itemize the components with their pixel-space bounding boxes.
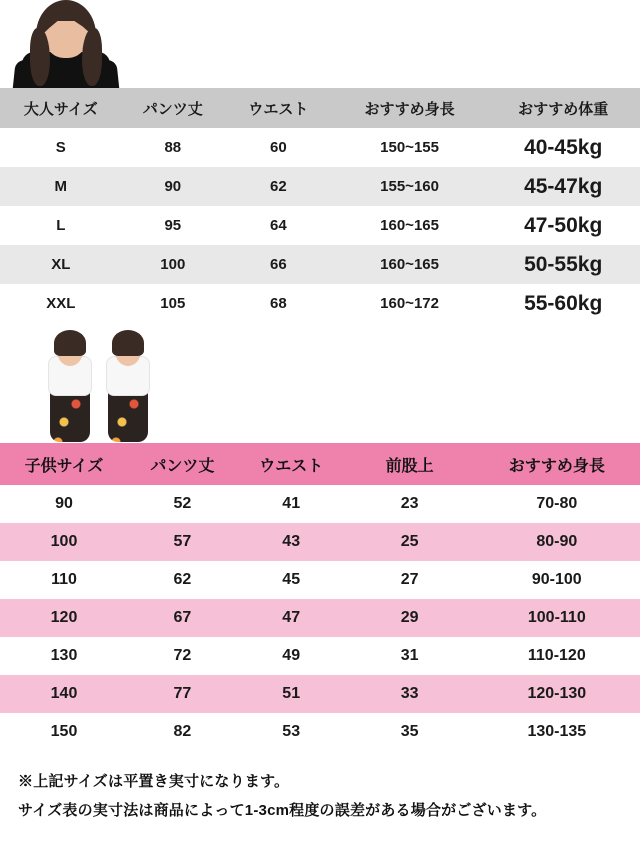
kids-cell-front-rise: 27 (346, 561, 474, 599)
adult-header-weight: おすすめ体重 (486, 88, 640, 128)
kids-cell-size: 110 (0, 561, 128, 599)
kids-cell-front-rise: 31 (346, 637, 474, 675)
adult-cell-pants-length: 88 (122, 128, 224, 167)
table-row (0, 167, 640, 206)
table-row (0, 637, 640, 675)
adult-cell-waist: 62 (224, 167, 333, 206)
kids-model-photo (0, 330, 640, 445)
kids-cell-waist: 41 (237, 485, 346, 523)
adult-cell-pants-length: 90 (122, 167, 224, 206)
kids-header-height: おすすめ身長 (474, 443, 640, 485)
kids-cell-pants-length: 52 (128, 485, 237, 523)
adult-cell-height: 160~172 (333, 284, 487, 323)
adult-size-table-wrapper (0, 88, 640, 323)
table-row (0, 245, 640, 284)
table-row (0, 713, 640, 751)
kids-cell-waist: 51 (237, 675, 346, 713)
adult-cell-height: 160~165 (333, 245, 487, 284)
adult-cell-weight: 55-60kg (486, 284, 640, 323)
kids-cell-pants-length: 77 (128, 675, 237, 713)
kids-cell-size: 90 (0, 485, 128, 523)
kids-cell-height: 130-135 (474, 713, 640, 751)
adult-cell-waist: 68 (224, 284, 333, 323)
kids-cell-size: 130 (0, 637, 128, 675)
kids-cell-waist: 53 (237, 713, 346, 751)
adult-header-pants-length: パンツ丈 (122, 88, 224, 128)
kids-cell-size: 100 (0, 523, 128, 561)
table-row (0, 206, 640, 245)
adult-cell-height: 155~160 (333, 167, 487, 206)
kids-header-front-rise: 前股上 (346, 443, 474, 485)
kids-cell-pants-length: 57 (128, 523, 237, 561)
adult-hair-right-strand (82, 28, 102, 86)
kids-cell-size: 120 (0, 599, 128, 637)
kids-cell-height: 70-80 (474, 485, 640, 523)
kids-size-table (0, 443, 640, 751)
kids-cell-waist: 43 (237, 523, 346, 561)
adult-cell-weight: 50-55kg (486, 245, 640, 284)
kids-cell-front-rise: 25 (346, 523, 474, 561)
adult-size-table (0, 88, 640, 323)
table-row (0, 561, 640, 599)
table-row (0, 128, 640, 167)
kids-cell-pants-length: 67 (128, 599, 237, 637)
adult-header-height: おすすめ身長 (333, 88, 487, 128)
adult-cell-pants-length: 100 (122, 245, 224, 284)
adult-cell-weight: 40-45kg (486, 128, 640, 167)
size-notes (18, 770, 628, 828)
adult-header-size: 大人サイズ (0, 88, 122, 128)
kids-cell-pants-length: 82 (128, 713, 237, 751)
kids-cell-height: 90-100 (474, 561, 640, 599)
adult-cell-height: 150~155 (333, 128, 487, 167)
adult-cell-waist: 66 (224, 245, 333, 284)
kids-header-waist: ウエスト (237, 443, 346, 485)
adult-cell-weight: 45-47kg (486, 167, 640, 206)
adult-cell-waist: 64 (224, 206, 333, 245)
kid-boy-hair (112, 330, 144, 356)
kid-girl-hair (54, 330, 86, 356)
kids-cell-waist: 45 (237, 561, 346, 599)
kids-cell-size: 150 (0, 713, 128, 751)
adult-header-waist: ウエスト (224, 88, 333, 128)
kids-cell-height: 100-110 (474, 599, 640, 637)
table-header-row (0, 88, 640, 128)
kids-size-table-wrapper (0, 443, 640, 751)
table-row (0, 599, 640, 637)
kids-cell-height: 110-120 (474, 637, 640, 675)
size-note-line-1: ※上記サイズは平置き実寸になります。 (18, 773, 290, 790)
kids-cell-height: 80-90 (474, 523, 640, 561)
adult-cell-size: XL (0, 245, 122, 284)
adult-cell-pants-length: 105 (122, 284, 224, 323)
kids-cell-front-rise: 23 (346, 485, 474, 523)
table-row (0, 284, 640, 323)
size-note-line-2: サイズ表の実寸法は商品によって1-3cm程度の誤差がある場合がございます。 (18, 802, 547, 819)
kids-header-pants-length: パンツ丈 (128, 443, 237, 485)
kids-cell-front-rise: 33 (346, 675, 474, 713)
adult-cell-size: S (0, 128, 122, 167)
adult-cell-pants-length: 95 (122, 206, 224, 245)
kids-cell-front-rise: 35 (346, 713, 474, 751)
table-row (0, 675, 640, 713)
adult-cell-size: L (0, 206, 122, 245)
kids-cell-pants-length: 72 (128, 637, 237, 675)
table-row (0, 523, 640, 561)
adult-cell-height: 160~165 (333, 206, 487, 245)
table-row (0, 485, 640, 523)
kids-cell-front-rise: 29 (346, 599, 474, 637)
kids-header-size: 子供サイズ (0, 443, 128, 485)
kids-cell-size: 140 (0, 675, 128, 713)
adult-cell-size: M (0, 167, 122, 206)
kids-cell-waist: 47 (237, 599, 346, 637)
adult-cell-waist: 60 (224, 128, 333, 167)
kids-cell-waist: 49 (237, 637, 346, 675)
adult-cell-weight: 47-50kg (486, 206, 640, 245)
table-header-row (0, 443, 640, 485)
adult-cell-size: XXL (0, 284, 122, 323)
kids-cell-height: 120-130 (474, 675, 640, 713)
kids-cell-pants-length: 62 (128, 561, 237, 599)
